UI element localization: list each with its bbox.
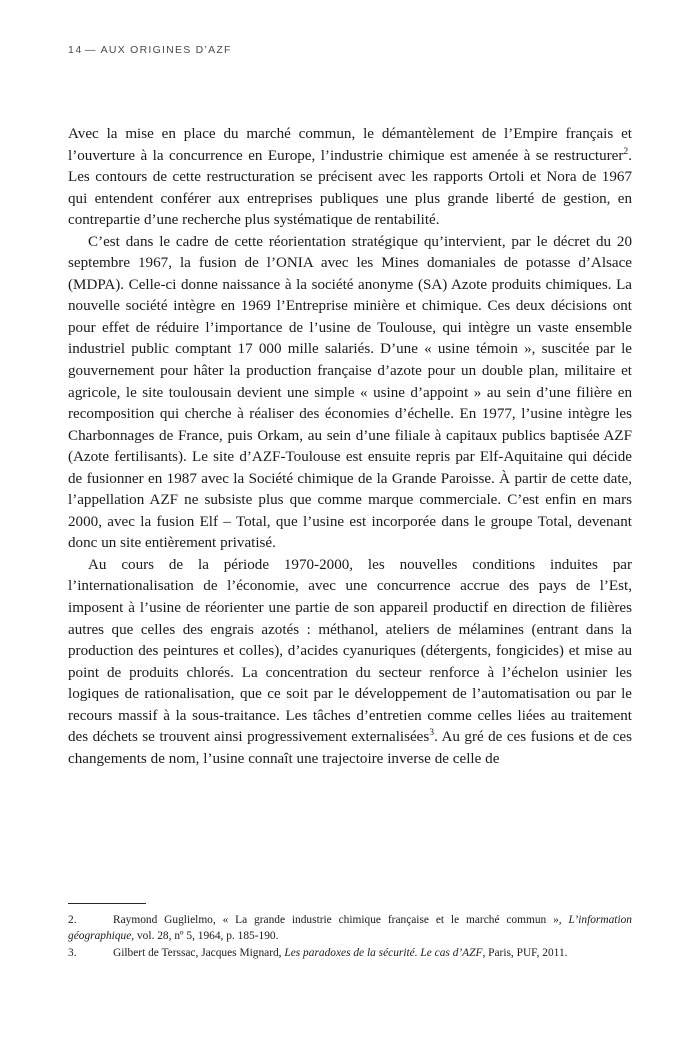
footnote-marker[interactable]: 3: [429, 727, 435, 739]
footnote-title-italic: Les paradoxes de la sécurité. Le cas d’AZF: [284, 946, 483, 959]
footnote-item: [68, 913, 632, 945]
page-folio-number: 14: [68, 44, 83, 56]
paragraph-2: C’est dans le cadre de cette réorientation stratégique qu’intervient, par le décret du 20 septembre 1967, la fusion de l’ONIA avec les Mines domaniales de potasse d’Alsace (MDPA). Celle-ci donne naissance à la société anonyme (SA) Azote produits chimiques. La nouvelle société intègre en 1969 l’Entreprise minière et chimique. Ces deux décisions ont pour effet de réduire l’importance de l’usine de Toulouse, qui intègre un vaste ensemble industriel public comptant 17 000 mille salariés. D’une « usine témoin », suscitée par le gouvernement pour hâter la production française d’azote pour un double plan, militaire et agricole, le site toulousain devient une simple « usine d’appoint » au sein d’une filière en recomposition qui cherche à réaliser des économies d’échelle. En 1977, l’usine intègre les Charbonnages de France, puis Orkam, au sein d’une filiale à capitaux publics baptisée AZF (Azote fertilisants). Le site d’AZF-Toulouse est ensuite repris par Elf-Aquitaine qui décide de fusionner en 1987 avec la Société chimique de la Grande Paroisse. À partir de cette date, l’appellation AZF ne subsiste plus que comme marque commerciale. C’est enfin en mars 2000, avec la fusion Elf – Total, que l’usine est incorporée dans le groupe Total, devenant donc un site entièrement privatisé.: [68, 233, 632, 552]
footnote-text: , Paris, PUF, 2011.: [482, 946, 568, 959]
footnote-text: , vol. 28, nº 5, 1964, p. 185-190.: [131, 929, 279, 942]
footnote-item: [68, 946, 632, 962]
footnote-number: 3.: [68, 946, 77, 959]
running-head-dash: —: [84, 44, 97, 56]
footnote-text: Raymond Guglielmo, « La grande industrie chimique française et le marché commun »,: [113, 914, 569, 926]
running-header: [68, 44, 632, 56]
footnote-marker[interactable]: 2: [623, 145, 629, 157]
footnote-title-italic: L’information géographique: [68, 914, 632, 942]
footnote-text: Gilbert de Terssac, Jacques Mignard,: [113, 946, 285, 959]
body-text-block: [68, 124, 632, 770]
running-head-title: AUX ORIGINES D’AZF: [100, 44, 232, 56]
footnotes-section: [68, 903, 632, 962]
footnote-separator-rule: [68, 903, 146, 904]
footnote-list: [68, 913, 632, 961]
paragraph-1: Avec la mise en place du marché commun, le démantèlement de l’Empire français et l’ouverture à la concurrence en Europe, l’industrie chimique est amenée à se restructurer$^2$. Les contours de cette restructuration se précisent avec les rapports Ortoli et Nora de 1967 qui entendent conférer aux entreprises publiques une plus grande liberté de gestion, en contrepartie d’une recherche plus systématique de rentabilité.: [68, 126, 632, 229]
footnote-number: 2.: [68, 914, 77, 926]
paragraph-3: Au cours de la période 1970-2000, les nouvelles conditions induites par l’internationalisation de l’économie, avec une concurrence accrue des pays de l’Est, imposent à l’usine de réorienter une partie de son appareil productif en direction de filières autres que celles des engrais azotés : méthanol, ateliers de mélamines (entrant dans la production des peintures et colles), d’acides cyanuriques (détergents, fongicides) et mise au point de produits chlorés. La concentration du secteur renforce à l’échelon usinier les logiques de rationalisation, que ce soit par le développement de l’automatisation ou par le recours massif à la sous-traitance. Les tâches d’entretien comme celles liées au traitement des déchets se trouvent ainsi progressivement externalisées$^3$. Au gré de ces fusions et de ces changements de nom, l’usine connaît une trajectoire inverse de celle de: [68, 556, 632, 767]
